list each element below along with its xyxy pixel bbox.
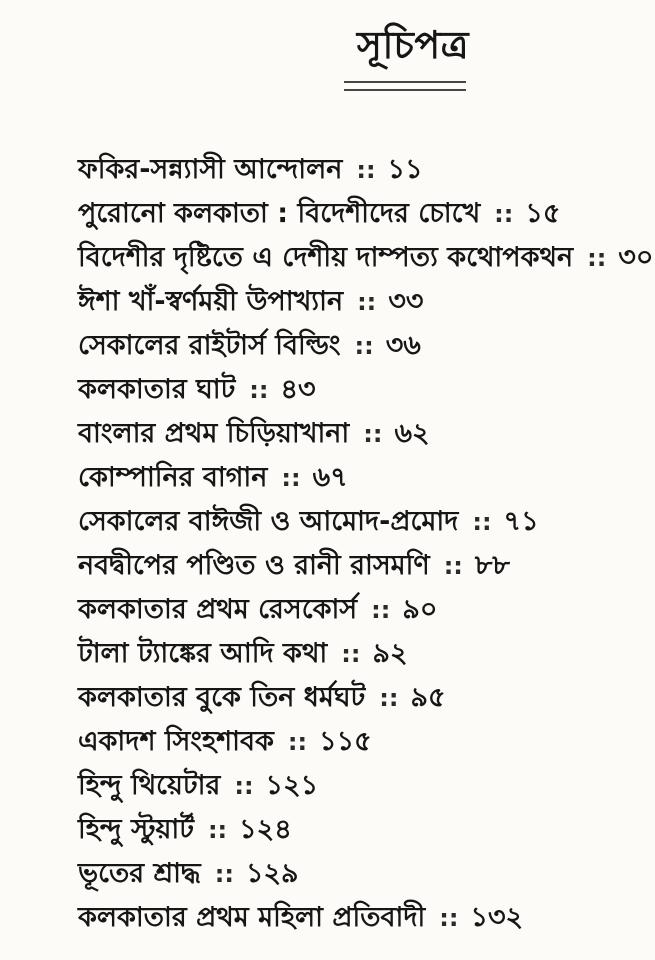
toc-entry-separator: :: xyxy=(341,640,361,668)
toc-entry-title: বিদেশীর দৃষ্টিতে এ দেশীয় দাম্পত্য কথোপকথন xyxy=(78,242,574,273)
toc-entry-separator: :: xyxy=(494,200,514,228)
toc-entry-page-number: ৯০ xyxy=(402,594,438,625)
toc-entry xyxy=(78,368,635,412)
toc-entry-separator: :: xyxy=(234,772,254,800)
toc-entry xyxy=(78,280,635,324)
toc-entry-separator: :: xyxy=(281,464,301,492)
toc-entry-title: হিন্দু থিয়েটার xyxy=(78,770,221,801)
toc-entry xyxy=(78,632,635,676)
toc-entry xyxy=(78,192,635,236)
toc-entry xyxy=(78,588,635,632)
toc-entry-title: কলকাতার ঘাট xyxy=(78,374,236,405)
title-double-rule xyxy=(344,81,466,91)
toc-entry-separator: :: xyxy=(356,156,376,184)
toc-entry-title: কলকাতার প্রথম রেসকোর্স xyxy=(78,594,358,625)
toc-entry-separator: :: xyxy=(354,332,374,360)
toc-entry-title: ঈশা খাঁ-স্বর্ণময়ী উপাখ্যান xyxy=(78,286,344,317)
toc-entry-title: ভূতের শ্রাদ্ধ xyxy=(78,858,201,889)
toc-entry-page-number: ১১ xyxy=(387,154,423,185)
toc-entry-separator: :: xyxy=(214,860,234,888)
toc-entry-page-number: ৩৬ xyxy=(385,330,421,361)
page-title: সূচিপত্র xyxy=(356,23,470,67)
toc-entry-title: ফকির-সন্ন্যাসী আন্দোলন xyxy=(78,154,343,185)
toc-entry-page-number: ৬৭ xyxy=(312,462,348,493)
toc-entry-title: সেকালের রাইটার্স বিল্ডিং xyxy=(78,330,341,361)
toc-entry-page-number: ১২৪ xyxy=(239,814,292,845)
toc-entry xyxy=(78,676,635,720)
toc-entry-separator: :: xyxy=(443,552,463,580)
toc-list xyxy=(0,132,655,940)
toc-entry xyxy=(78,764,635,808)
toc-entry-separator: :: xyxy=(249,376,269,404)
toc-entry-title: হিন্দু স্টুয়ার্ট xyxy=(78,814,194,845)
toc-entry xyxy=(78,324,635,368)
toc-entry-separator: :: xyxy=(472,508,492,536)
toc-entry-separator: :: xyxy=(587,244,607,272)
toc-entry xyxy=(78,148,635,192)
toc-entry-page-number: ৪৩ xyxy=(280,374,316,405)
toc-entry-separator: :: xyxy=(207,816,228,844)
page-header xyxy=(0,0,655,132)
toc-entry xyxy=(78,456,635,500)
toc-entry-separator: :: xyxy=(363,420,383,448)
toc-entry-separator: :: xyxy=(287,728,308,756)
toc-entry xyxy=(78,236,654,280)
toc-entry-separator: :: xyxy=(371,596,391,624)
toc-entry-page-number: ১১৫ xyxy=(319,726,372,757)
toc-entry xyxy=(78,808,635,852)
toc-entry-page-number: ১৩২ xyxy=(470,902,524,933)
toc-entry-title: পুরোনো কলকাতা : বিদেশীদের চোখে xyxy=(78,198,481,229)
toc-entry xyxy=(78,896,635,940)
toc-entry-page-number: ১২৯ xyxy=(245,858,299,889)
toc-entry-page-number: ৩০ xyxy=(618,242,654,273)
toc-entry-page-number: ৯২ xyxy=(372,638,408,669)
toc-entry-page-number: ৭১ xyxy=(503,506,539,537)
toc-entry-page-number: ৬২ xyxy=(394,418,430,449)
toc-entry xyxy=(78,852,635,896)
toc-entry xyxy=(78,720,635,764)
toc-entry-title: নবদ্বীপের পণ্ডিত ও রানী রাসমণি xyxy=(78,550,430,581)
toc-entry-separator: :: xyxy=(439,904,459,932)
toc-entry-page-number: ১২১ xyxy=(265,770,319,801)
toc-entry-title: সেকালের বাঈজী ও আমোদ-প্রমোদ xyxy=(78,506,459,537)
toc-entry-separator: :: xyxy=(357,288,377,316)
toc-entry-title: একাদশ সিংহশাবক xyxy=(78,726,274,757)
toc-entry xyxy=(78,544,635,588)
toc-entry-title: টালা ট্যাঙ্কের আদি কথা xyxy=(78,638,328,669)
toc-entry-title: বাংলার প্রথম চিড়িয়াখানা xyxy=(78,418,350,449)
toc-entry-separator: :: xyxy=(379,684,399,712)
toc-entry xyxy=(78,412,635,456)
toc-entry-title: কলকাতার প্রথম মহিলা প্রতিবাদী xyxy=(78,902,426,933)
toc-entry-page-number: ১৫ xyxy=(525,198,561,229)
toc-entry-page-number: ৩৩ xyxy=(388,286,424,317)
toc-entry-title: কোম্পানির বাগান xyxy=(78,462,268,493)
toc-entry-page-number: ৮৮ xyxy=(474,550,510,581)
toc-entry-page-number: ৯৫ xyxy=(410,682,446,713)
toc-entry xyxy=(78,500,635,544)
toc-entry-title: কলকাতার বুকে তিন ধর্মঘট xyxy=(78,682,366,713)
